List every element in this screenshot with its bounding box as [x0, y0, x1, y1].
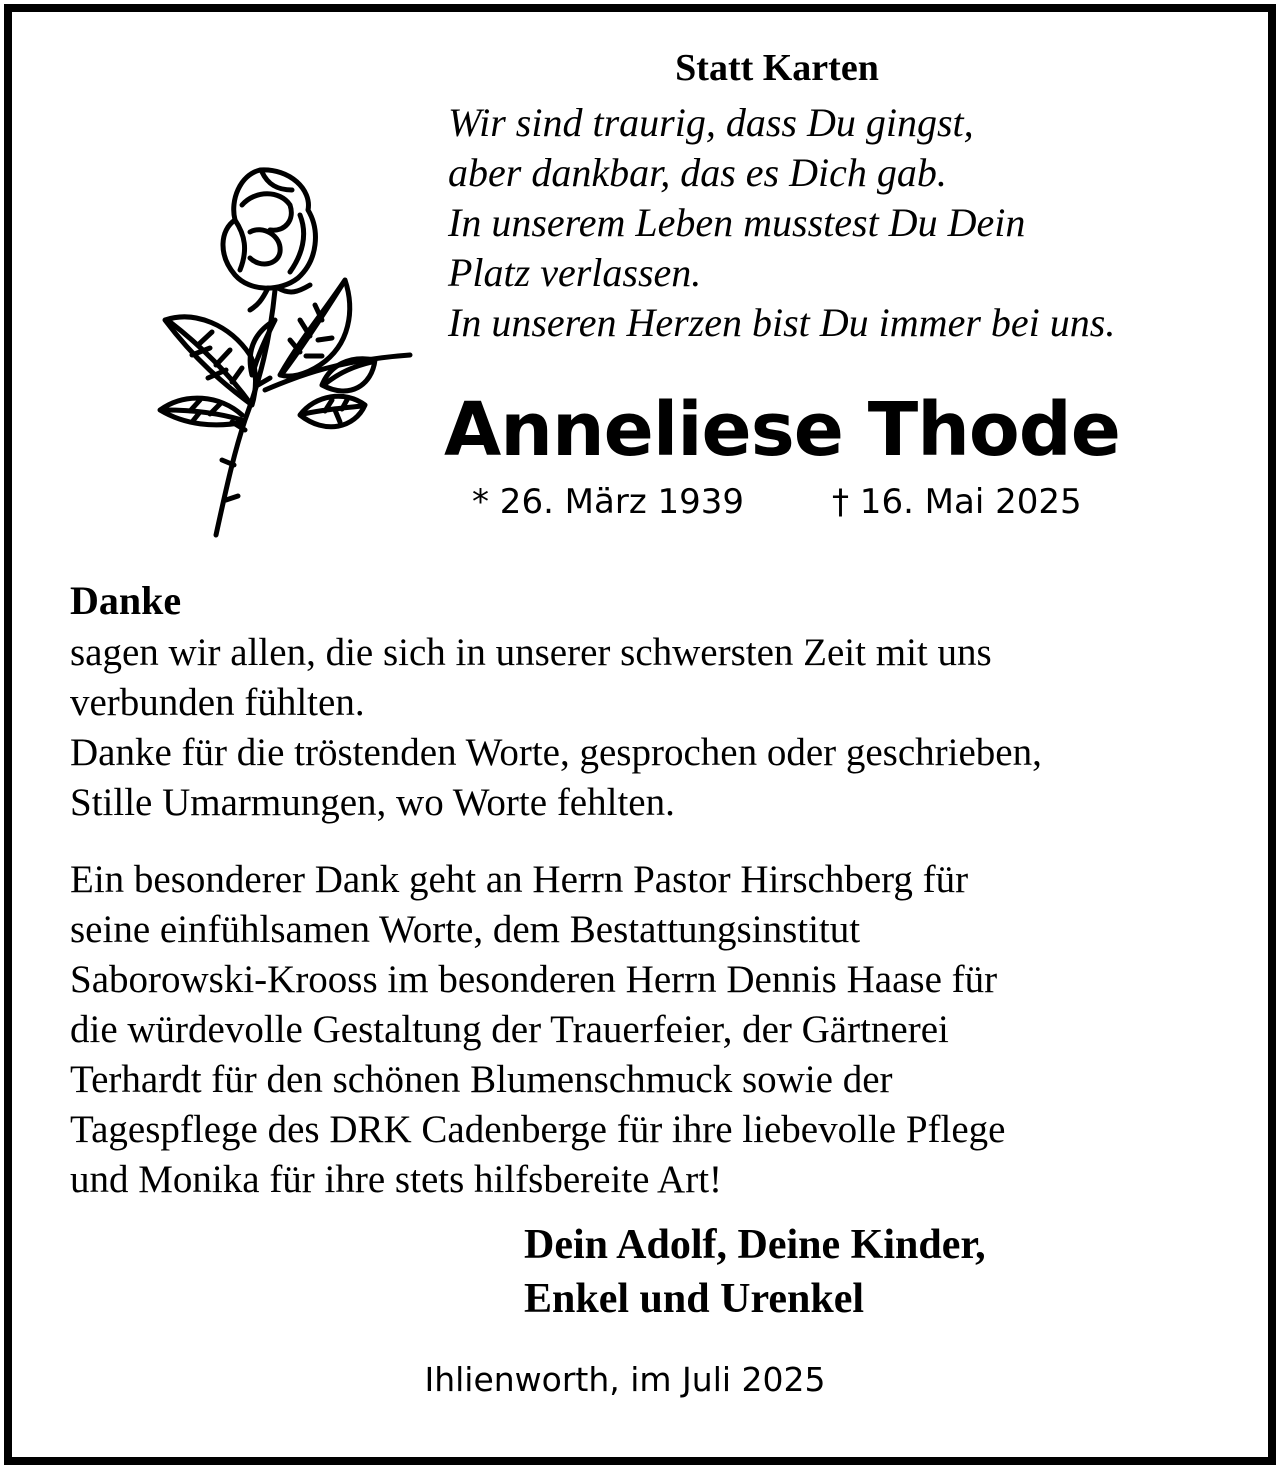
thanks-paragraph-2 [70, 855, 1210, 1205]
text-line: die würdevolle Gestaltung der Trauerfeier, der Gärtnerei [70, 1008, 949, 1051]
notice-header: Statt Karten [675, 47, 879, 89]
thanks-paragraph-1 [70, 628, 1210, 828]
death-date: † 16. Mai 2025 [832, 482, 1082, 522]
text-line: verbunden fühlten. [70, 681, 365, 724]
poem-line: In unserem Leben musstest Du Dein [448, 200, 1026, 245]
text-line: sagen wir allen, die sich in unserer schwersten Zeit mit uns [70, 631, 992, 674]
deceased-name: Anneliese Thode [444, 387, 1120, 473]
thanks-title: Danke [70, 578, 182, 623]
poem-line: Wir sind traurig, dass Du gingst, [448, 100, 974, 145]
signature-line: Dein Adolf, Deine Kinder, [524, 1222, 986, 1268]
place-date: Ihlienworth, im Juli 2025 [424, 1360, 826, 1399]
signature [524, 1218, 986, 1326]
poem [448, 98, 1248, 348]
text-line: Tagespflege des DRK Cadenberge für ihre liebevolle Pflege [70, 1108, 1006, 1151]
poem-line: aber dankbar, das es Dich gab. [448, 150, 947, 195]
text-line: Stille Umarmungen, wo Worte fehlten. [70, 781, 675, 824]
text-line: Terhardt für den schönen Blumenschmuck sowie der [70, 1058, 893, 1101]
birth-date: * 26. März 1939 [472, 482, 745, 522]
text-line: Ein besonderer Dank geht an Herrn Pastor Hirschberg für [70, 858, 969, 901]
text-line: und Monika für ihre stets hilfsbereite Art! [70, 1158, 723, 1201]
text-line: Saborowski-Krooss im besonderen Herrn Dennis Haase für [70, 958, 998, 1001]
rose-icon [150, 160, 420, 545]
poem-line: In unseren Herzen bist Du immer bei uns. [448, 300, 1116, 345]
text-line: seine einfühlsamen Worte, dem Bestattungsinstitut [70, 908, 861, 951]
text-line: Danke für die tröstenden Worte, gesprochen oder geschrieben, [70, 731, 1042, 774]
poem-line: Platz verlassen. [448, 250, 702, 295]
signature-line: Enkel und Urenkel [524, 1276, 864, 1322]
